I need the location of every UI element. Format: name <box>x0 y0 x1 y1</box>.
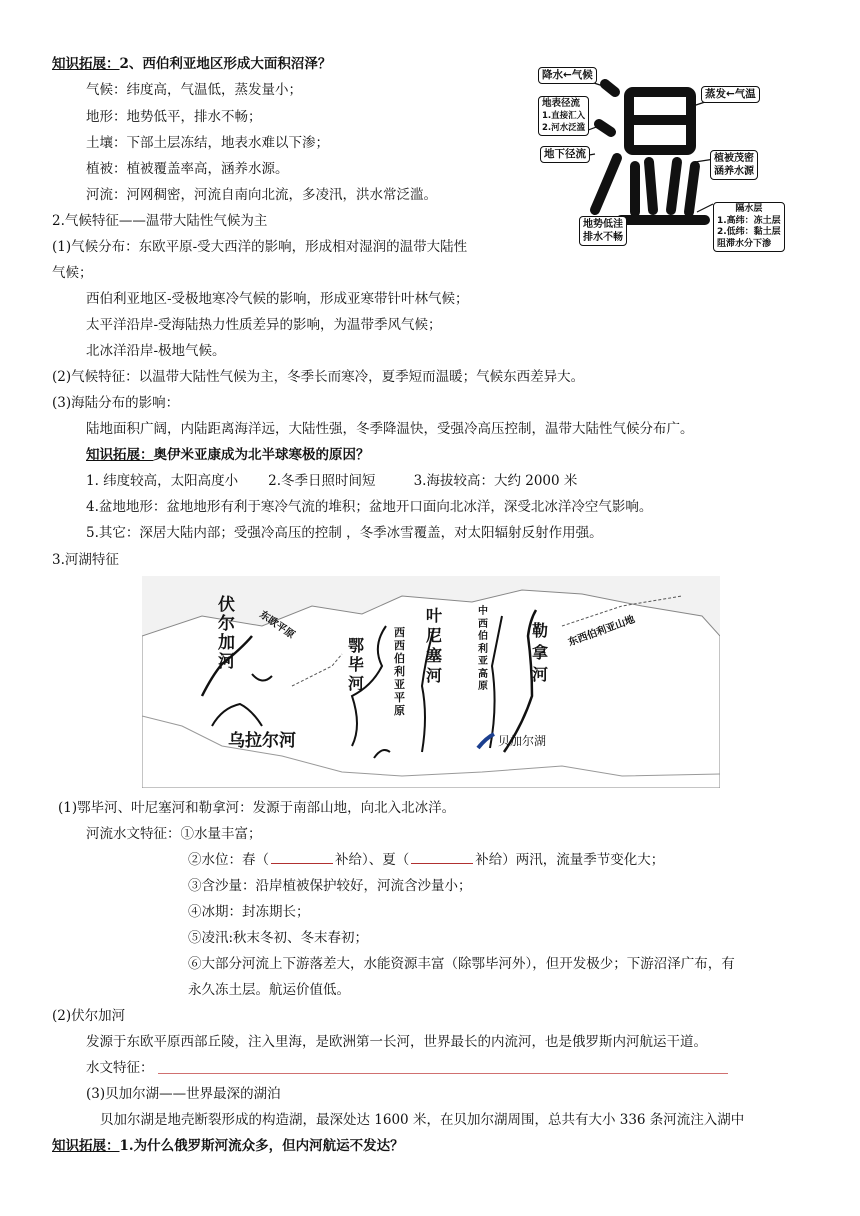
csp-char: 西 <box>478 618 488 630</box>
volga-char: 尔 <box>218 614 235 634</box>
csp-char: 利 <box>478 643 488 655</box>
s2-p5: (2)气候特征：以温带大陆性气候为主，冬季长而寒冷，夏季短而温暖；气候东西差异大。 <box>52 369 585 385</box>
s3-l7: ⑥大部分河流上下游落差大，水能资源丰富（除鄂毕河外），但开发极少；下游沼泽广布，有 <box>188 956 735 972</box>
wsp-char: 西 <box>394 626 405 639</box>
lena-char: 勒 <box>532 621 549 640</box>
tag-vegetation-1: 植被茂密 <box>714 153 754 164</box>
ext2-item-river: 河流：河网稠密，河流自南向北流，多凌汛，洪水常泛滥。 <box>86 187 437 203</box>
wsp-char: 西 <box>394 639 405 652</box>
label-west-siberian-plain <box>394 626 405 717</box>
label-baikal: 贝加尔湖 <box>498 734 547 748</box>
water-level-tail: 补给）两汛，流量季节变化大； <box>475 852 665 868</box>
s2-ext-title: 奥伊米亚康成为北半球寒极的原因？ <box>153 447 370 463</box>
s3-l9: (2)伏尔加河 <box>52 1008 126 1024</box>
tag-impermeable-layer <box>713 202 785 252</box>
blank-spring-supply[interactable] <box>271 850 333 864</box>
reason-4: 4.盆地地形：盆地地形有利于寒冷气流的堆积；盆地开口面向北冰洋，深受北冰洋冷空气影响。 <box>86 499 653 515</box>
csp-char: 高 <box>478 668 488 680</box>
ob-char: 鄂 <box>348 636 365 655</box>
volga-char: 加 <box>218 633 235 653</box>
wsp-char: 平 <box>394 691 405 704</box>
tag-low-terrain-2: 排水不畅 <box>583 232 623 243</box>
wsp-char: 亚 <box>394 678 405 691</box>
lena-char: 河 <box>532 665 549 684</box>
s3-l11: 水文特征： <box>86 1060 154 1076</box>
s3-l1: (1)鄂毕河、叶尼塞河和勒拿河：发源于南部山地，向北入北冰洋。 <box>58 800 456 816</box>
wsp-char: 原 <box>394 704 405 717</box>
csp-char: 原 <box>478 681 488 692</box>
tag-impermeable-3: 阻滞水分下渗 <box>717 238 772 249</box>
tag-impermeable-2: 2.低纬：黏土层 <box>717 227 781 237</box>
ext2-item-terrain: 地形：地势低平，排水不畅； <box>86 109 262 125</box>
ob-char: 河 <box>348 674 365 693</box>
s2-ext-heading <box>86 445 370 465</box>
ext2-item-soil: 土壤：下部土层冻结，地表水难以下渗； <box>86 135 329 151</box>
label-yenisei <box>426 606 442 686</box>
s3-l13: 贝加尔湖是地壳断裂形成的构造湖，最深处达 1600 米，在贝加尔湖周围，总共有大小 336 条河流注入湖中 <box>100 1112 745 1128</box>
tag-evaporation: 蒸发←气温 <box>701 86 760 103</box>
volga-char: 河 <box>218 652 235 672</box>
s2-reason-row1 <box>86 471 577 491</box>
csp-char: 亚 <box>478 656 488 667</box>
s3-l4: ③含沙量：沿岸植被保护较好，河流含沙量小； <box>188 878 472 894</box>
volga-char: 伏 <box>218 595 235 615</box>
s3-ext-label: 知识拓展： <box>52 1138 120 1154</box>
blank-summer-supply[interactable] <box>411 850 473 864</box>
label-central-siberian-plateau <box>478 606 488 694</box>
tag-groundwater-runoff: 地下径流 <box>540 146 590 163</box>
ext2-title: 2、西伯利亚地区形成大面积沼泽？ <box>119 56 332 72</box>
tag-precipitation: 降水←气候 <box>538 67 597 84</box>
tag-surface-runoff-2: 2.河水泛滥 <box>542 123 586 133</box>
tag-impermeable-title: 隔水层 <box>735 204 763 214</box>
reason-3: 3.海拔较高：大约 2000 米 <box>413 473 578 489</box>
s2-p4: 北冰洋沿岸-极地气候。 <box>86 343 226 359</box>
ext2-heading <box>52 54 331 74</box>
russia-river-map <box>142 576 720 788</box>
s2-p1a: (1)气候分布：东欧平原-受大西洋的影响，形成相对湿润的温带大陆性 <box>52 239 468 255</box>
s3-l6: ⑤凌汛:秋末冬初、冬末春初； <box>188 930 369 946</box>
tag-surface-runoff-1: 1.直接汇入 <box>542 111 586 121</box>
ext2-label: 知识拓展： <box>52 56 120 72</box>
yenisei-char: 塞 <box>426 646 443 665</box>
yenisei-char: 河 <box>426 666 443 685</box>
s3-l5: ④冰期：封冻期长； <box>188 904 310 920</box>
reason-1: 1. 纬度较高，太阳高度小 <box>86 473 239 489</box>
s3-l3 <box>188 850 664 870</box>
yenisei-char: 叶 <box>426 606 443 625</box>
s3-heading: 3.河湖特征 <box>52 552 119 568</box>
wsp-char: 伯 <box>394 652 405 665</box>
label-lena <box>532 620 548 686</box>
label-ural-river: 乌拉尔河 <box>228 731 296 751</box>
s2-p3: 太平洋沿岸-受海陆热力性质差异的影响，为温带季风气候； <box>86 317 442 333</box>
s2-heading: 2.气候特征——温带大陆性气候为主 <box>52 213 268 229</box>
s2-p7: 陆地面积广阔，内陆距离海洋远，大陆性强，冬季降温快，受强冷高压控制，温带大陆性气候分布广。 <box>86 421 694 437</box>
reason-5: 5.其它：深居大陆内部；受强冷高压的控制 ，冬季冰雪覆盖，对太阳辐射反射作用强。 <box>86 525 603 541</box>
tag-vegetation <box>710 150 758 180</box>
label-ob <box>348 636 364 693</box>
label-east-european-plain: 东欧平原 <box>257 609 297 642</box>
s3-l2: 河流水文特征：①水量丰富； <box>86 826 262 842</box>
s2-p6: (3)海陆分布的影响： <box>52 395 180 411</box>
tag-vegetation-2: 涵养水源 <box>714 166 754 177</box>
lena-char: 拿 <box>532 643 549 662</box>
s3-l8: 永久冻土层。航运价值低。 <box>188 982 350 998</box>
s2-p1b: 气候； <box>52 265 93 281</box>
yenisei-char: 尼 <box>426 626 443 645</box>
csp-char: 伯 <box>478 631 488 642</box>
water-level-spring: ②水位：春（ <box>188 852 269 868</box>
ext2-item-climate: 气候：纬度高，气温低，蒸发量小； <box>86 82 302 98</box>
csp-char: 中 <box>478 606 488 617</box>
tag-surface-runoff-title: 地表径流 <box>542 98 581 109</box>
tag-impermeable-1: 1.高纬：冻土层 <box>717 215 781 226</box>
wetland-cause-diagram <box>537 62 785 262</box>
label-east-siberian-mountains: 东西伯利亚山地 <box>566 614 637 649</box>
ob-char: 毕 <box>348 655 365 674</box>
tag-low-terrain-1: 地势低洼 <box>583 219 623 230</box>
s2-p2: 西伯利亚地区-受极地寒冷气候的影响，形成亚寒带针叶林气候； <box>86 291 469 307</box>
tag-surface-runoff <box>538 96 589 136</box>
s2-ext-label: 知识拓展： <box>86 447 154 463</box>
wsp-char: 利 <box>394 665 405 678</box>
s3-ext-heading <box>52 1136 404 1156</box>
tag-low-terrain <box>579 216 627 246</box>
s3-ext-title: 1.为什么俄罗斯河流众多，但内河航运不发达？ <box>119 1138 404 1154</box>
water-level-summer: 补给）、夏（ <box>335 852 410 868</box>
label-volga <box>218 596 235 672</box>
ext2-item-vegetation: 植被：植被覆盖率高，涵养水源。 <box>86 161 289 177</box>
s3-l10: 发源于东欧平原西部丘陵，注入里海，是欧洲第一长河，世界最长的内流河，也是俄罗斯内河航运干道。 <box>86 1034 707 1050</box>
reason-2: 2.冬季日照时间短 <box>268 473 376 489</box>
answer-line[interactable] <box>158 1073 728 1074</box>
s3-l12: (3)贝加尔湖——世界最深的湖泊 <box>86 1086 281 1102</box>
